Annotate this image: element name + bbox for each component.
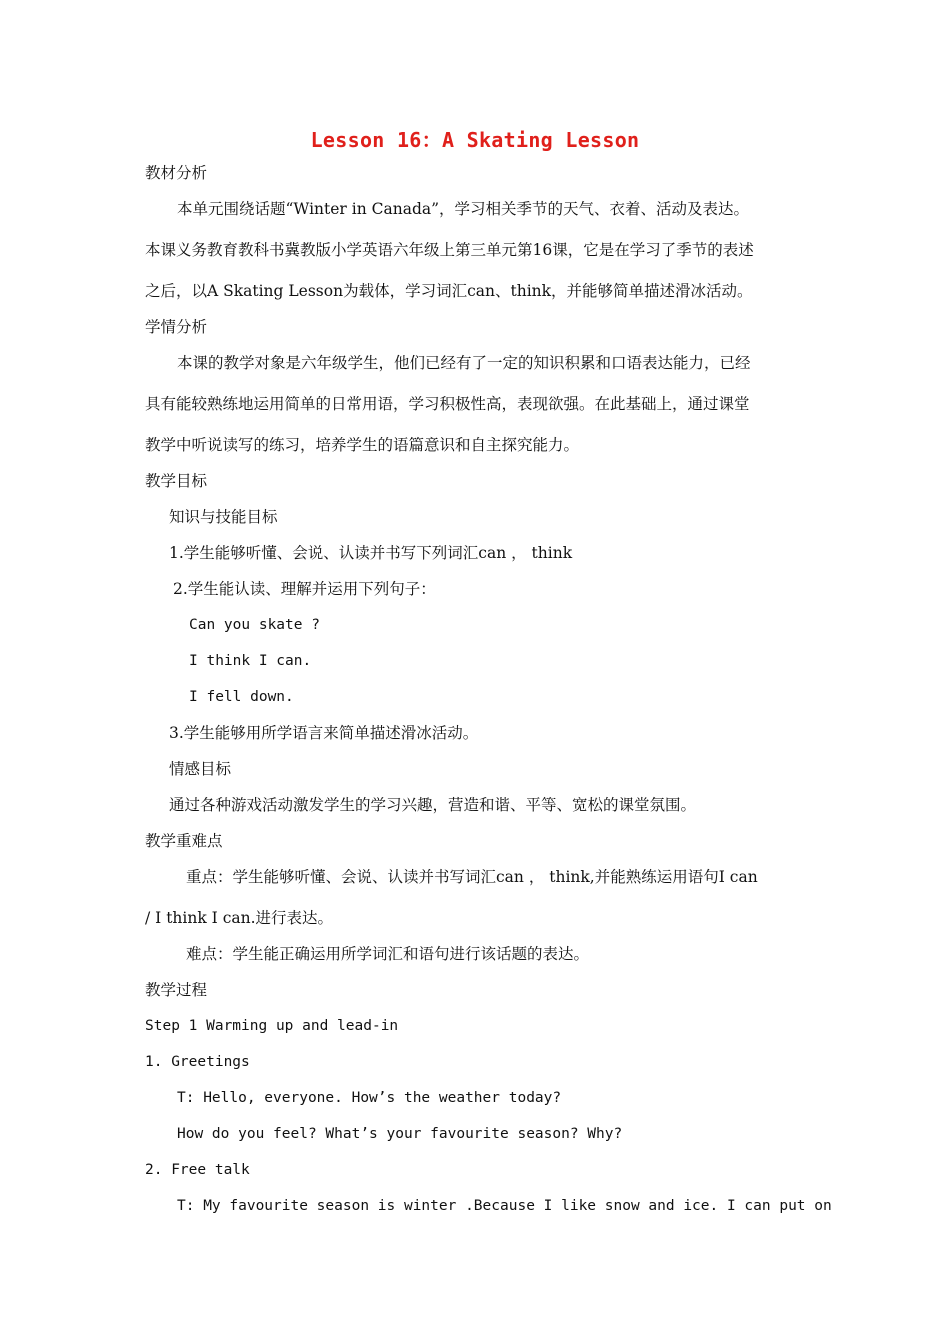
free-talk-teacher-line-1: T: My favourite season is winter .Because I like snow and ice. I can put on [177, 1198, 832, 1214]
greetings-teacher-line-1: T: Hello, everyone. How’s the weather today? [177, 1090, 562, 1106]
learner-line-2: 具有能较熟练地运用简单的日常用语，学习积极性高，表现欲强。在此基础上，通过课堂 [145, 395, 750, 413]
goal-item-1: 1.学生能够听懂、会说、认读并书写下列词汇can ， think [169, 544, 573, 562]
sentence-3: I fell down. [189, 689, 294, 705]
sentence-1: Can you skate ? [189, 617, 320, 633]
analysis-line-2: 本课义务教育教科书冀教版小学英语六年级上第三单元第16课，它是在学习了季节的表述 [145, 241, 754, 259]
greetings-teacher-line-2: How do you feel? What’s your favourite season? Why? [177, 1126, 623, 1142]
goals-subheading-emotion: 情感目标 [169, 760, 232, 778]
key-point-line-1: 重点：学生能够听懂、会说、认读并书写词汇can ， think,并能熟练运用语句I can [186, 868, 758, 886]
analysis-line-1: 本单元围绕话题“Winter in Canada”，学习相关季节的天气、衣着、活动及表达。 [177, 200, 750, 218]
heading-analysis: 教材分析 [145, 164, 208, 182]
goals-subheading-skills: 知识与技能目标 [169, 508, 278, 526]
key-point-line-2: / I think I can.进行表达。 [145, 909, 334, 927]
goal-item-3: 3.学生能够用所学语言来简单描述滑冰活动。 [169, 724, 479, 742]
greetings-item: 1. Greetings [145, 1054, 250, 1070]
free-talk-item: 2. Free talk [145, 1162, 250, 1178]
difficult-point: 难点：学生能正确运用所学词汇和语句进行该话题的表达。 [186, 945, 590, 963]
goal-item-2: 2.学生能认读、理解并运用下列句子： [173, 580, 436, 598]
page-title: Lesson 16：A Skating Lesson [310, 128, 640, 152]
heading-learner: 学情分析 [145, 318, 208, 336]
learner-line-3: 教学中听说读写的练习，培养学生的语篇意识和自主探究能力。 [145, 436, 580, 454]
learner-line-1: 本课的教学对象是六年级学生，他们已经有了一定的知识积累和口语表达能力，已经 [177, 354, 751, 372]
heading-goals: 教学目标 [145, 472, 208, 490]
emotion-goal: 通过各种游戏活动激发学生的学习兴趣，营造和谐、平等、宽松的课堂氛围。 [169, 796, 697, 814]
heading-process: 教学过程 [145, 981, 208, 999]
heading-key-points: 教学重难点 [145, 832, 223, 850]
step-1-title: Step 1 Warming up and lead-in [145, 1018, 399, 1034]
sentence-2: I think I can. [189, 653, 312, 669]
analysis-line-3: 之后，以A Skating Lesson为载体，学习词汇can、think，并能够简单描述滑冰活动。 [145, 282, 753, 300]
